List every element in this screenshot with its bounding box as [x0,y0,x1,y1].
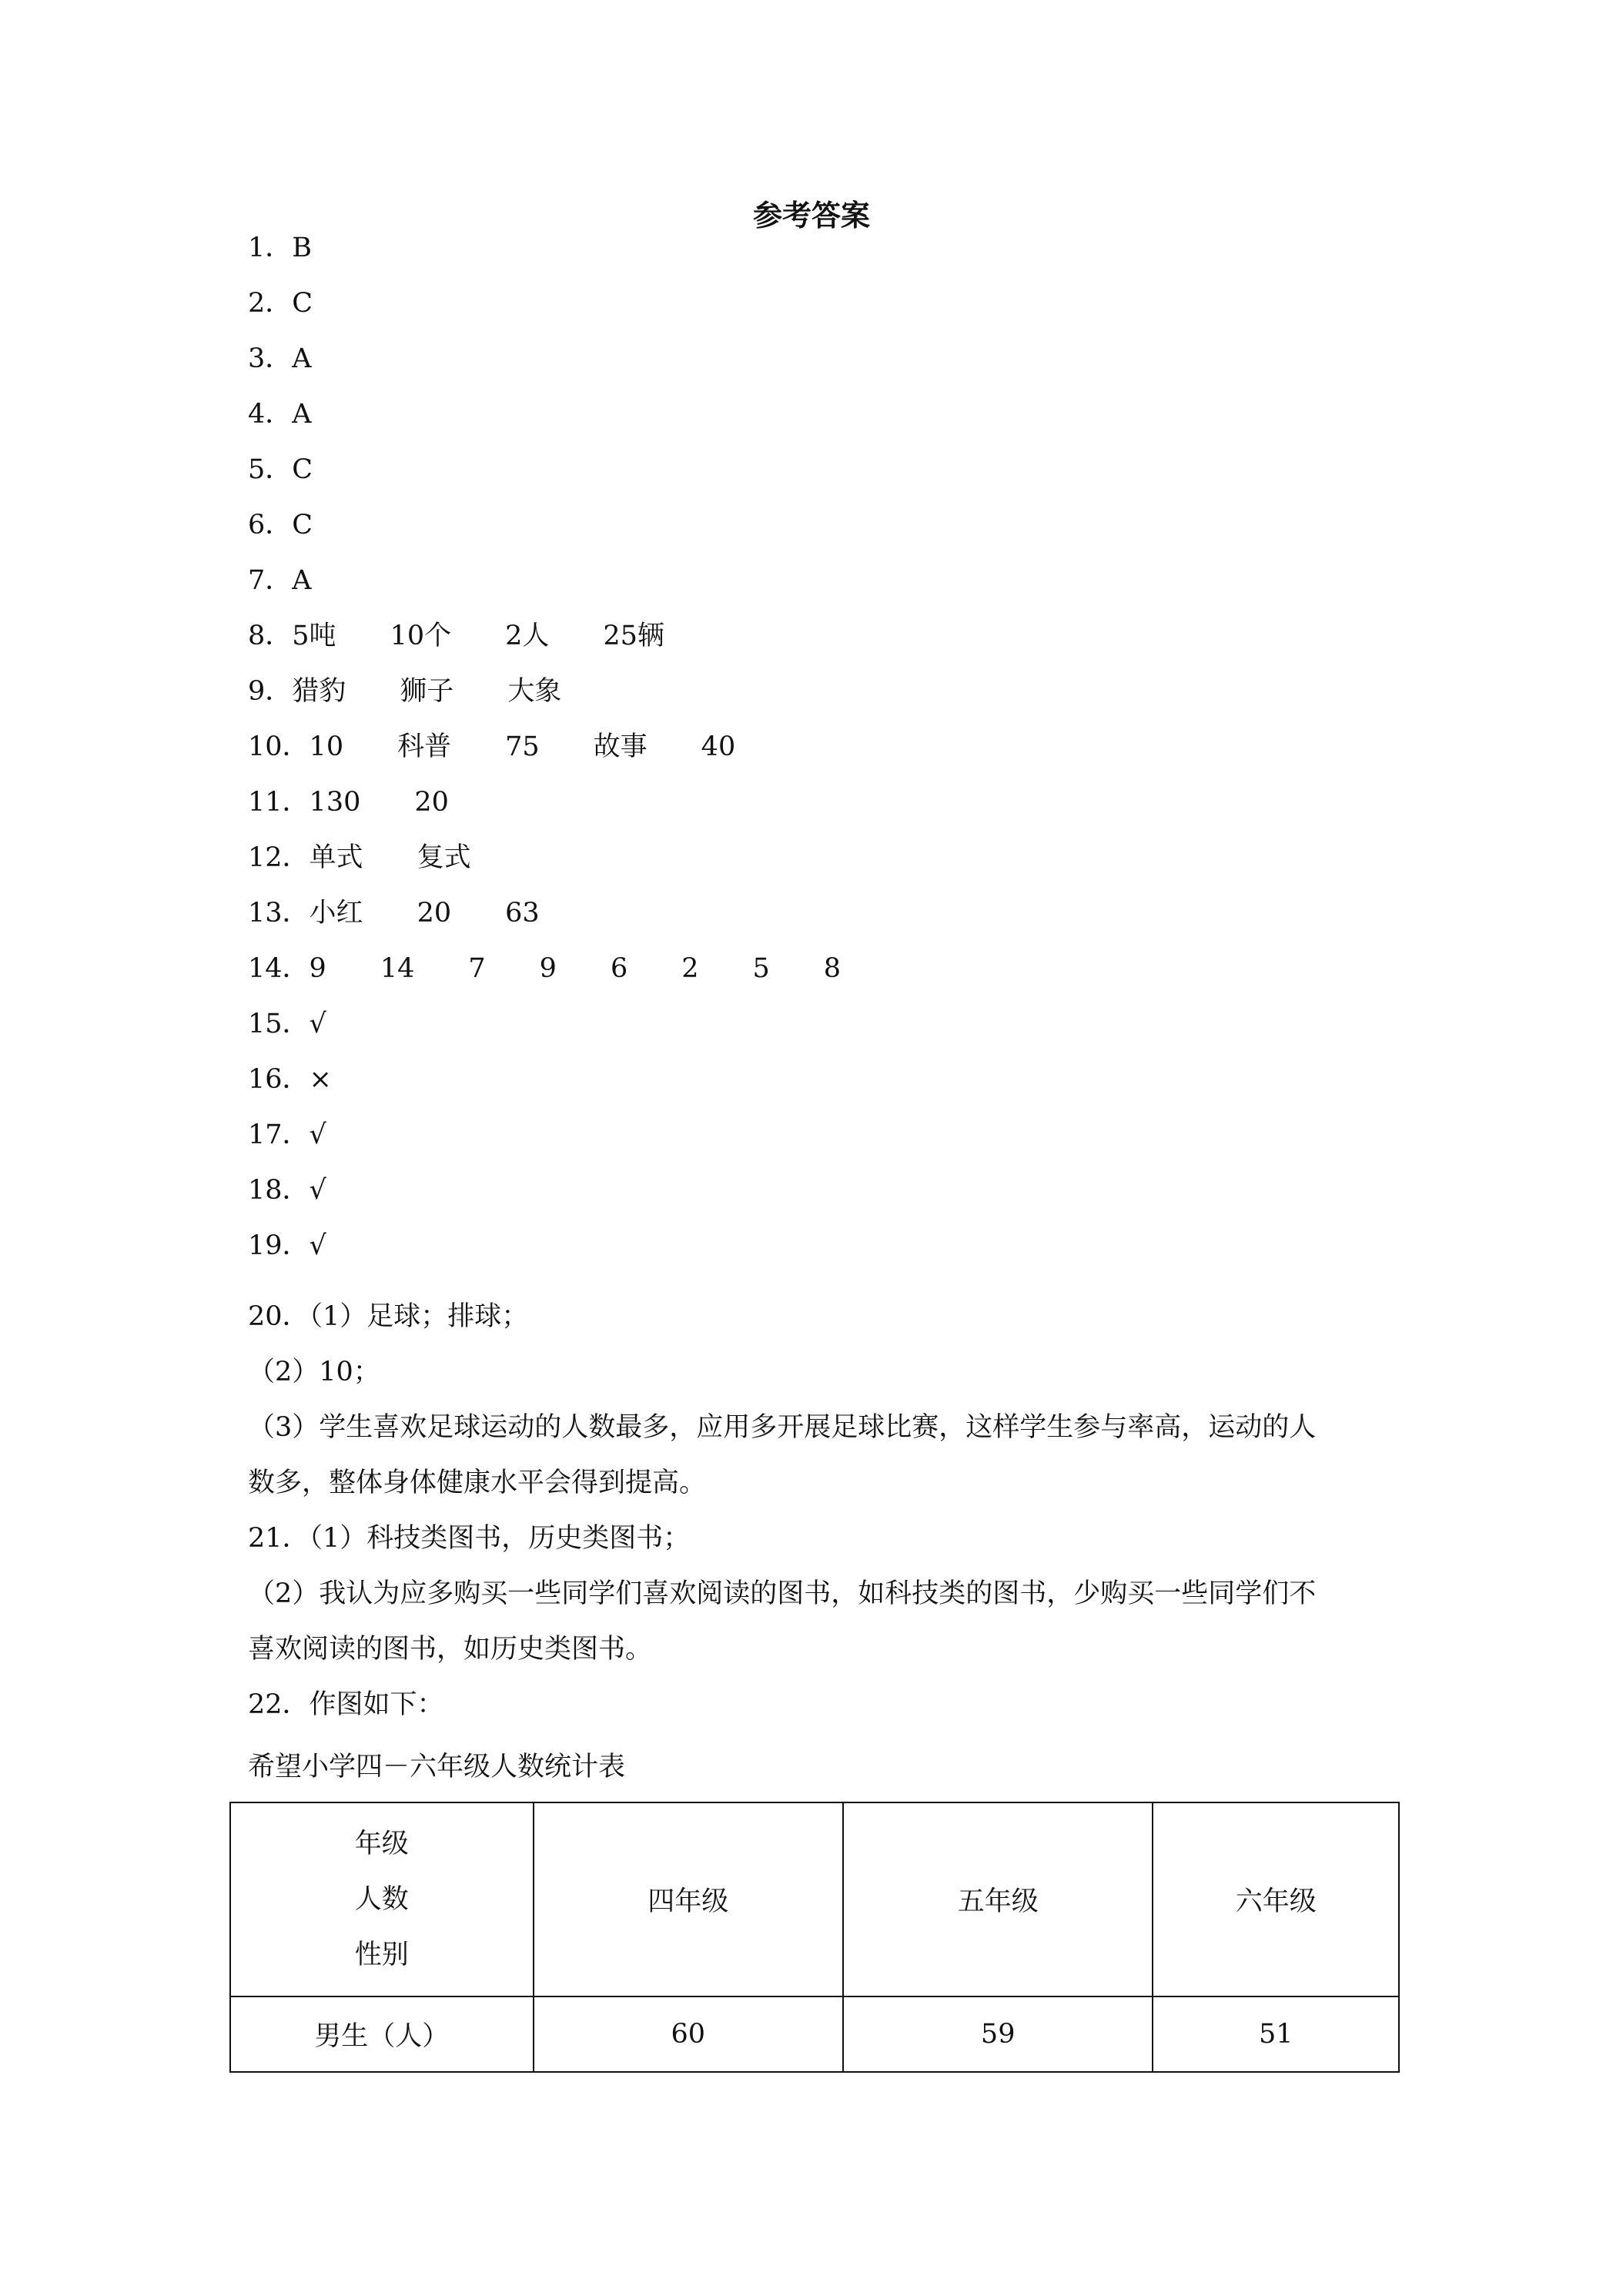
answer-value: 大象 [507,676,562,707]
table-header-cell: 六年级 [1153,1802,1399,1996]
answer-value: A [292,399,312,430]
answer-number: 2． [248,288,293,319]
answer-line [248,949,841,988]
table-caption: 希望小学四－六年级人数统计表 [248,1752,626,1782]
answer-value: C [292,288,313,319]
answer-value: 130 [309,787,361,818]
answer-line [248,1116,326,1154]
answer-value: 5 [752,953,770,984]
corner-label-count: 人数 [354,1884,409,1915]
answer-number: 19． [248,1230,310,1261]
answer-value: 20 [417,898,452,929]
answer-line [248,229,312,267]
answer-value: 猎豹 [292,676,346,707]
answer-value: 9 [309,953,326,984]
answer-number: 17． [248,1120,310,1150]
page-title: 参考答案 [752,198,870,233]
answer-value: 7 [468,953,486,984]
answer-number: 10． [248,731,310,762]
table-header-cell: 四年级 [534,1802,843,1996]
answer-number: 6． [248,510,293,541]
answer-line [248,1005,326,1043]
answer-value: 9 [539,953,557,984]
answer-value: √ [309,1120,326,1150]
table-row-label: 男生（人） [230,1996,534,2072]
answer-line [248,395,312,433]
answer-number: 13． [248,898,310,929]
answer-21-line-2b: 喜欢阅读的图书，如历史类图书。 [248,1634,653,1665]
table-cell: 60 [534,1996,843,2072]
answer-value: 5吨 [292,621,336,651]
answer-number: 11． [248,787,310,818]
answer-number: 8． [248,621,293,651]
answer-number: 15． [248,1009,310,1039]
answer-value: × [309,1064,332,1095]
answer-value: 6 [610,953,628,984]
answer-value: B [292,233,313,263]
answer-value: 20 [414,787,449,818]
answer-line [248,783,449,822]
answer-number: 7． [248,565,293,596]
table-header-row [230,1802,1399,1996]
answer-line [248,1227,326,1265]
table-row [230,1996,1399,2072]
answer-value: 小红 [309,898,363,929]
answer-value: 故事 [593,731,648,762]
answer-20-line-1: 20．（1）足球；排球； [248,1301,529,1332]
answer-line [248,340,312,378]
answer-value: C [292,510,313,541]
answer-number: 16． [248,1064,310,1095]
answer-value: √ [309,1230,326,1261]
answer-value: 63 [505,898,540,929]
answer-value: 75 [505,731,540,762]
answer-line [248,450,313,489]
answer-value: 单式 [309,842,363,873]
stats-table [229,1802,1400,2073]
corner-label-gender: 性别 [354,1940,409,1970]
answer-value: 8 [823,953,842,984]
answer-line [248,284,313,323]
answer-value: √ [309,1175,326,1206]
answer-value: 10个 [390,621,452,651]
corner-label-grade: 年级 [354,1829,409,1859]
answer-number: 4． [248,399,293,430]
answer-line [248,672,561,711]
answer-number: 5． [248,454,293,485]
answer-22-line-1: 22．作图如下： [248,1689,444,1720]
answer-line [248,728,735,766]
answer-line [248,838,471,877]
answer-line [248,561,312,600]
table-header-cell: 五年级 [843,1802,1153,1996]
answer-number: 3． [248,343,293,374]
answer-number: 9． [248,676,293,707]
answer-20-line-2: （2）10； [248,1357,380,1387]
answer-number: 1． [248,233,293,263]
answer-value: 狮子 [400,676,454,707]
table-cell: 59 [843,1996,1153,2072]
answer-number: 14． [248,953,310,984]
answer-value: 科普 [397,731,452,762]
answer-line [248,1060,332,1099]
answer-value: √ [309,1009,326,1039]
answer-value: 14 [380,953,415,984]
answer-value: 复式 [417,842,471,873]
answer-value: A [292,343,312,374]
answer-value: 10 [309,731,344,762]
answer-line [248,506,313,544]
answer-value: 40 [701,731,736,762]
answer-20-line-3a: （3）学生喜欢足球运动的人数最多，应用多开展足球比赛，这样学生参与率高，运动的人 [248,1412,1317,1443]
answer-value: A [292,565,312,596]
answer-value: 2人 [505,621,550,651]
answer-number: 12． [248,842,310,873]
answer-line [248,617,664,655]
table-cell: 51 [1153,1996,1399,2072]
answer-21-line-2a: （2）我认为应多购买一些同学们喜欢阅读的图书，如科技类的图书，少购买一些同学们不 [248,1578,1317,1609]
answer-value: 2 [681,953,699,984]
answer-line [248,1171,326,1210]
answer-value: C [292,454,313,485]
answer-value: 25辆 [603,621,664,651]
answer-line [248,894,540,932]
answer-20-line-3b: 数多，整体身体健康水平会得到提高。 [248,1468,707,1498]
answer-21-line-1: 21．（1）科技类图书，历史类图书； [248,1523,691,1554]
table-corner-cell [230,1802,534,1996]
answer-number: 18． [248,1175,310,1206]
